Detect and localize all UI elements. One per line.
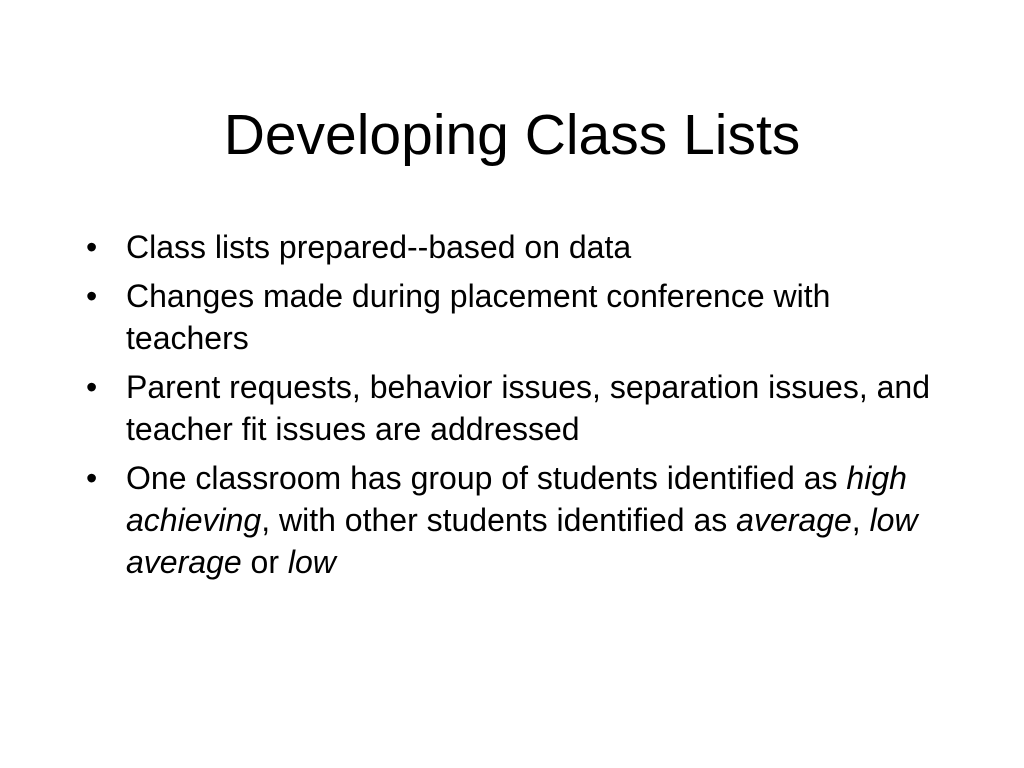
slide-title: Developing Class Lists (223, 103, 801, 167)
bullet-icon: • (86, 369, 98, 405)
emphasis-average: average (736, 502, 852, 538)
bullet-text: Changes made during placement conference with teachers (126, 278, 831, 356)
bullet-item (86, 457, 936, 583)
bullet-text-segment: , (851, 502, 870, 538)
bullet-icon: • (86, 229, 98, 265)
bullet-text: Parent requests, behavior issues, separation issues, and teacher fit issues are addressed (126, 369, 931, 447)
bullet-icon: • (86, 278, 98, 314)
bullet-list (86, 226, 936, 590)
emphasis-low: low (287, 544, 336, 580)
bullet-icon: • (86, 460, 98, 496)
emphasis-low-average: low average (126, 502, 918, 580)
bullet-item (86, 366, 936, 450)
bullet-text-segment: , with other students identified as (261, 502, 737, 538)
bullet-text: Class lists prepared--based on data (126, 229, 632, 265)
bullet-text-segment: or (241, 544, 288, 580)
bullet-text (126, 460, 918, 580)
bullet-text-segment: One classroom has group of students identified as (126, 460, 847, 496)
emphasis-high-achieving: high achieving (126, 460, 907, 538)
bullet-item (86, 275, 936, 359)
bullet-item (86, 226, 936, 268)
